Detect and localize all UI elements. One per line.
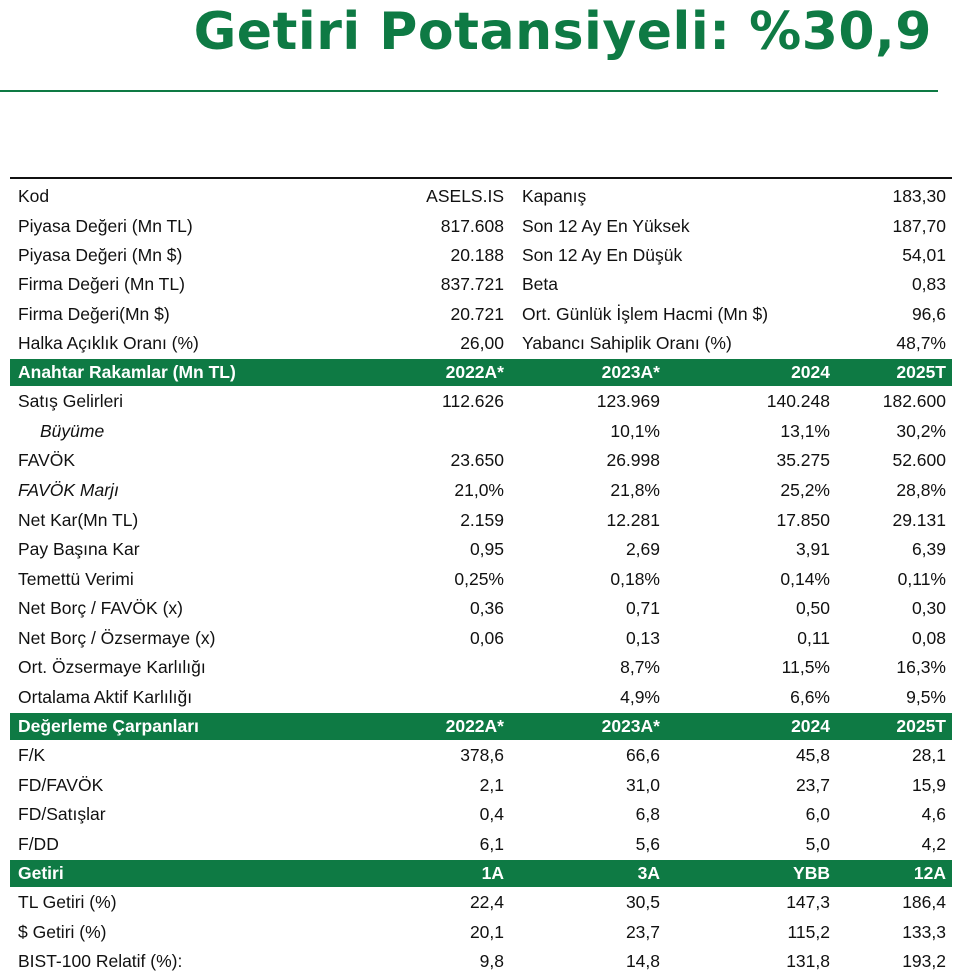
cell: 0,18% <box>610 568 660 589</box>
cell: 4,9% <box>620 687 660 708</box>
cell: 28,1 <box>911 745 946 766</box>
column-header: 12A <box>913 863 946 883</box>
info-value: 0,83 <box>911 274 946 295</box>
cell: 4,2 <box>921 833 946 854</box>
cell: 140.248 <box>766 391 830 412</box>
column-header: 3A <box>637 863 660 883</box>
cell: 21,0% <box>454 479 504 500</box>
cell: 2,1 <box>479 774 504 795</box>
row-label: Net Borç / FAVÖK (x) <box>18 598 183 619</box>
cell: 23.650 <box>450 450 504 471</box>
info-label: Kapanış <box>522 186 587 207</box>
cell: 26.998 <box>606 450 660 471</box>
table-row <box>10 741 952 771</box>
cell: 5,0 <box>805 833 830 854</box>
column-header: 2024 <box>791 362 830 383</box>
cell: 12.281 <box>606 509 660 530</box>
row-label: Pay Başına Kar <box>18 539 140 560</box>
cell: 2.159 <box>460 509 504 530</box>
cell: 66,6 <box>625 745 660 766</box>
cell: 193,2 <box>902 951 946 972</box>
section-title: Değerleme Çarpanları <box>18 716 199 737</box>
column-header: 1A <box>481 863 504 883</box>
row-label: Satış Gelirleri <box>18 391 124 412</box>
cell: 123.969 <box>596 391 660 412</box>
cell: 0,11% <box>897 568 946 589</box>
cell: 13,1% <box>780 420 830 441</box>
row-label: Büyüme <box>40 420 105 441</box>
row-label: Temettü Verimi <box>18 568 134 589</box>
column-header: 2022A* <box>445 362 504 383</box>
info-label: Yabancı Sahiplik Oranı (%) <box>522 333 732 354</box>
cell: 3,91 <box>795 539 830 560</box>
info-row <box>10 270 952 299</box>
cell: 0,50 <box>795 598 830 619</box>
info-label: Piyasa Değeri (Mn $) <box>18 244 183 265</box>
cell: 131,8 <box>786 951 830 972</box>
column-header: 2023A* <box>601 716 660 737</box>
column-header: 2025T <box>896 716 946 737</box>
info-label: Ort. Günlük İşlem Hacmi (Mn $) <box>522 303 769 324</box>
cell: 6,8 <box>635 804 660 825</box>
info-value: ASELS.IS <box>426 186 504 207</box>
cell: 25,2% <box>780 479 830 500</box>
table-row <box>10 683 952 713</box>
cell: 16,3% <box>896 657 946 678</box>
info-value: 187,70 <box>892 215 946 236</box>
column-header: 2023A* <box>601 362 660 383</box>
row-label: FAVÖK <box>18 450 76 471</box>
title-divider <box>0 90 938 92</box>
info-value: 20.721 <box>450 303 504 324</box>
cell: 23,7 <box>795 774 830 795</box>
info-row <box>10 182 952 211</box>
cell: 31,0 <box>625 774 660 795</box>
cell: 22,4 <box>469 892 504 913</box>
info-label: Son 12 Ay En Yüksek <box>522 215 690 236</box>
info-label: Son 12 Ay En Düşük <box>522 244 683 265</box>
cell: 6,6% <box>790 687 830 708</box>
column-header: 2024 <box>791 716 830 737</box>
info-row <box>10 329 952 358</box>
table-row <box>10 770 952 800</box>
cell: 6,0 <box>805 804 830 825</box>
table-row <box>10 800 952 830</box>
cell: 10,1% <box>610 420 660 441</box>
table-row <box>10 387 952 417</box>
row-label: FD/Satışlar <box>18 804 106 825</box>
cell: 4,6 <box>921 804 946 825</box>
cell: 0,36 <box>469 598 504 619</box>
column-header: 2022A* <box>445 716 504 737</box>
info-value: 837.721 <box>440 274 504 295</box>
summary-table <box>10 182 952 977</box>
cell: 21,8% <box>610 479 660 500</box>
cell: 6,39 <box>911 539 946 560</box>
table-row <box>10 830 952 860</box>
row-label: Net Kar(Mn TL) <box>18 509 139 530</box>
cell: 0,95 <box>469 539 504 560</box>
column-header: 2025T <box>896 362 946 383</box>
info-label: Halka Açıklık Oranı (%) <box>18 333 199 354</box>
info-label: Firma Değeri (Mn TL) <box>18 274 185 295</box>
table-row <box>10 505 952 535</box>
cell: 0,4 <box>479 804 504 825</box>
cell: 30,5 <box>625 892 660 913</box>
row-label: Net Borç / Özsermaye (x) <box>18 627 216 648</box>
cell: 17.850 <box>776 509 830 530</box>
cell: 20,1 <box>469 921 504 942</box>
row-label: $ Getiri (%) <box>18 921 107 942</box>
cell: 52.600 <box>892 450 946 471</box>
cell: 5,6 <box>635 833 660 854</box>
table-row <box>10 564 952 594</box>
cell: 378,6 <box>460 745 504 766</box>
cell: 9,5% <box>906 687 946 708</box>
table-row <box>10 594 952 624</box>
info-value: 26,00 <box>460 333 504 354</box>
cell: 8,7% <box>620 657 660 678</box>
cell: 30,2% <box>896 420 946 441</box>
table-row <box>10 535 952 565</box>
row-label: TL Getiri (%) <box>18 892 117 913</box>
table-row <box>10 446 952 476</box>
row-label: FD/FAVÖK <box>18 774 104 795</box>
cell: 29.131 <box>892 509 946 530</box>
cell: 133,3 <box>902 921 946 942</box>
info-label: Beta <box>522 274 558 295</box>
cell: 147,3 <box>786 892 830 913</box>
cell: 0,14% <box>780 568 830 589</box>
section-title: Anahtar Rakamlar (Mn TL) <box>18 362 236 383</box>
table-row <box>10 653 952 683</box>
key-figures-header <box>10 359 952 386</box>
cell: 115,2 <box>787 921 830 942</box>
row-label: Ort. Özsermaye Karlılığı <box>18 657 206 678</box>
cell: 0,25% <box>454 568 504 589</box>
cell: 9,8 <box>479 951 504 972</box>
table-row <box>10 624 952 654</box>
info-value: 54,01 <box>902 244 946 265</box>
info-label: Piyasa Değeri (Mn TL) <box>18 215 193 236</box>
cell: 0,13 <box>625 627 660 648</box>
cell: 6,1 <box>479 833 504 854</box>
section-title: Getiri <box>18 863 64 883</box>
cell: 0,11 <box>797 627 830 648</box>
info-value: 96,6 <box>911 303 946 324</box>
row-label: F/DD <box>18 833 59 854</box>
info-row <box>10 300 952 329</box>
table-row <box>10 888 952 918</box>
row-label: FAVÖK Marjı <box>18 479 119 500</box>
cell: 45,8 <box>795 745 830 766</box>
multiples-header <box>10 713 952 740</box>
cell: 28,8% <box>896 479 946 500</box>
table-row <box>10 917 952 947</box>
cell: 23,7 <box>625 921 660 942</box>
cell: 0,06 <box>469 627 504 648</box>
column-header: YBB <box>793 863 830 883</box>
cell: 0,08 <box>911 627 946 648</box>
info-value: 20.188 <box>450 244 504 265</box>
row-label: BIST-100 Relatif (%): <box>18 951 183 972</box>
info-row <box>10 241 952 270</box>
table-row <box>10 416 952 446</box>
info-row <box>10 211 952 240</box>
info-value: 817.608 <box>440 215 504 236</box>
info-value: 183,30 <box>892 186 946 207</box>
cell: 35.275 <box>776 450 830 471</box>
cell: 11,5% <box>781 657 830 678</box>
returns-header <box>10 860 952 887</box>
table-row <box>10 947 952 977</box>
cell: 2,69 <box>625 539 660 560</box>
row-label: F/K <box>18 745 46 766</box>
page-title: Getiri Potansiyeli: %30,9 <box>193 2 932 62</box>
info-label: Kod <box>18 186 50 207</box>
row-label: Ortalama Aktif Karlılığı <box>18 687 193 708</box>
info-value: 48,7% <box>896 333 946 354</box>
info-block <box>10 182 952 358</box>
cell: 15,9 <box>911 774 946 795</box>
cell: 14,8 <box>625 951 660 972</box>
info-label: Firma Değeri(Mn $) <box>18 303 170 324</box>
table-top-border <box>10 177 952 179</box>
cell: 0,30 <box>911 598 946 619</box>
cell: 182.600 <box>882 391 946 412</box>
table-row <box>10 476 952 506</box>
cell: 186,4 <box>902 892 946 913</box>
cell: 112.626 <box>442 391 504 412</box>
cell: 0,71 <box>625 598 660 619</box>
